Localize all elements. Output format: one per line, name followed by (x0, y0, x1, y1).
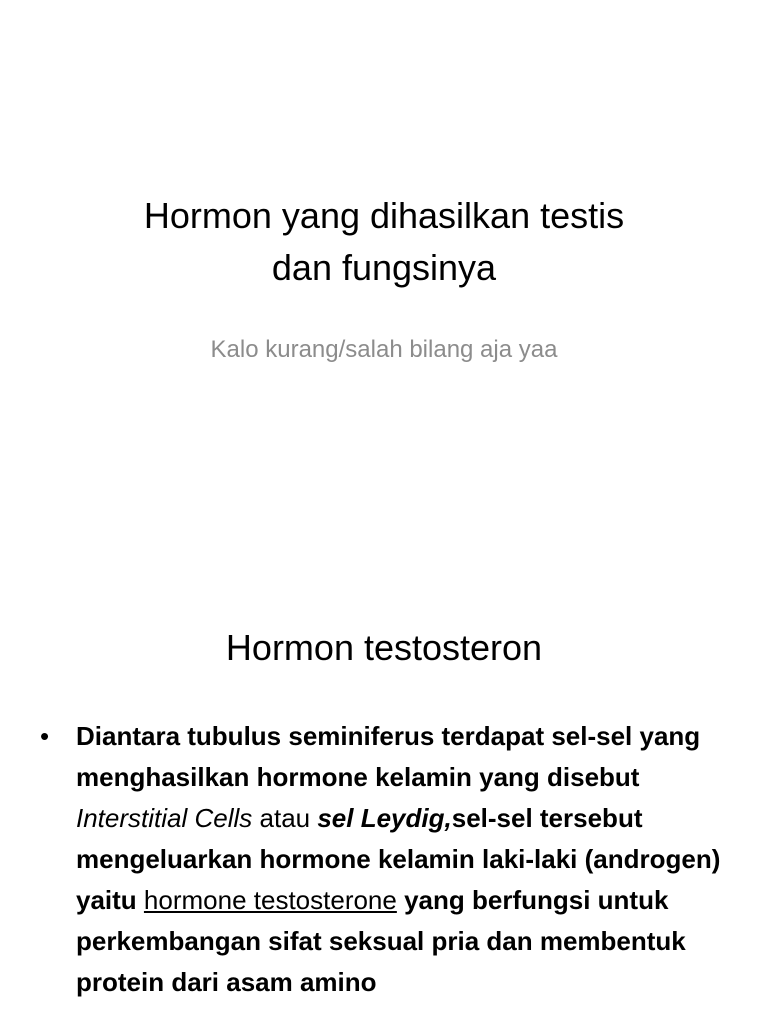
bullet-text: atau (252, 803, 318, 833)
bullet-text: sel-sel tersebut mengeluarkan hormone kelamin laki-laki (androgen) yaitu (76, 803, 721, 915)
slide-2 (0, 560, 768, 1024)
slide-title-line-2: dan fungsinya (271, 247, 497, 288)
bullet-icon: • (40, 721, 50, 751)
bullet-list (40, 716, 730, 1003)
bullet-item (40, 716, 730, 1003)
interstitial-cells-term: Interstitial Cells (76, 803, 253, 833)
slide-title (40, 190, 728, 294)
slide-title: Hormon testosteron (225, 627, 543, 668)
slide-title-line-1: Hormon yang dihasilkan testis (143, 195, 625, 236)
bullet-text: yang berfungsi untuk perkembangan sifat seksual pria dan membentuk protein dari asam amino (76, 885, 686, 997)
sel-leydig-term: sel Leydig, (317, 803, 452, 833)
bullet-text: Diantara tubulus seminiferus terdapat sel-sel yang menghasilkan hormone kelamin yang disebut (76, 721, 701, 792)
slide-subtitle: Kalo kurang/salah bilang aja yaa (210, 336, 558, 363)
hormone-testosterone-term: hormone testosterone (143, 885, 397, 915)
